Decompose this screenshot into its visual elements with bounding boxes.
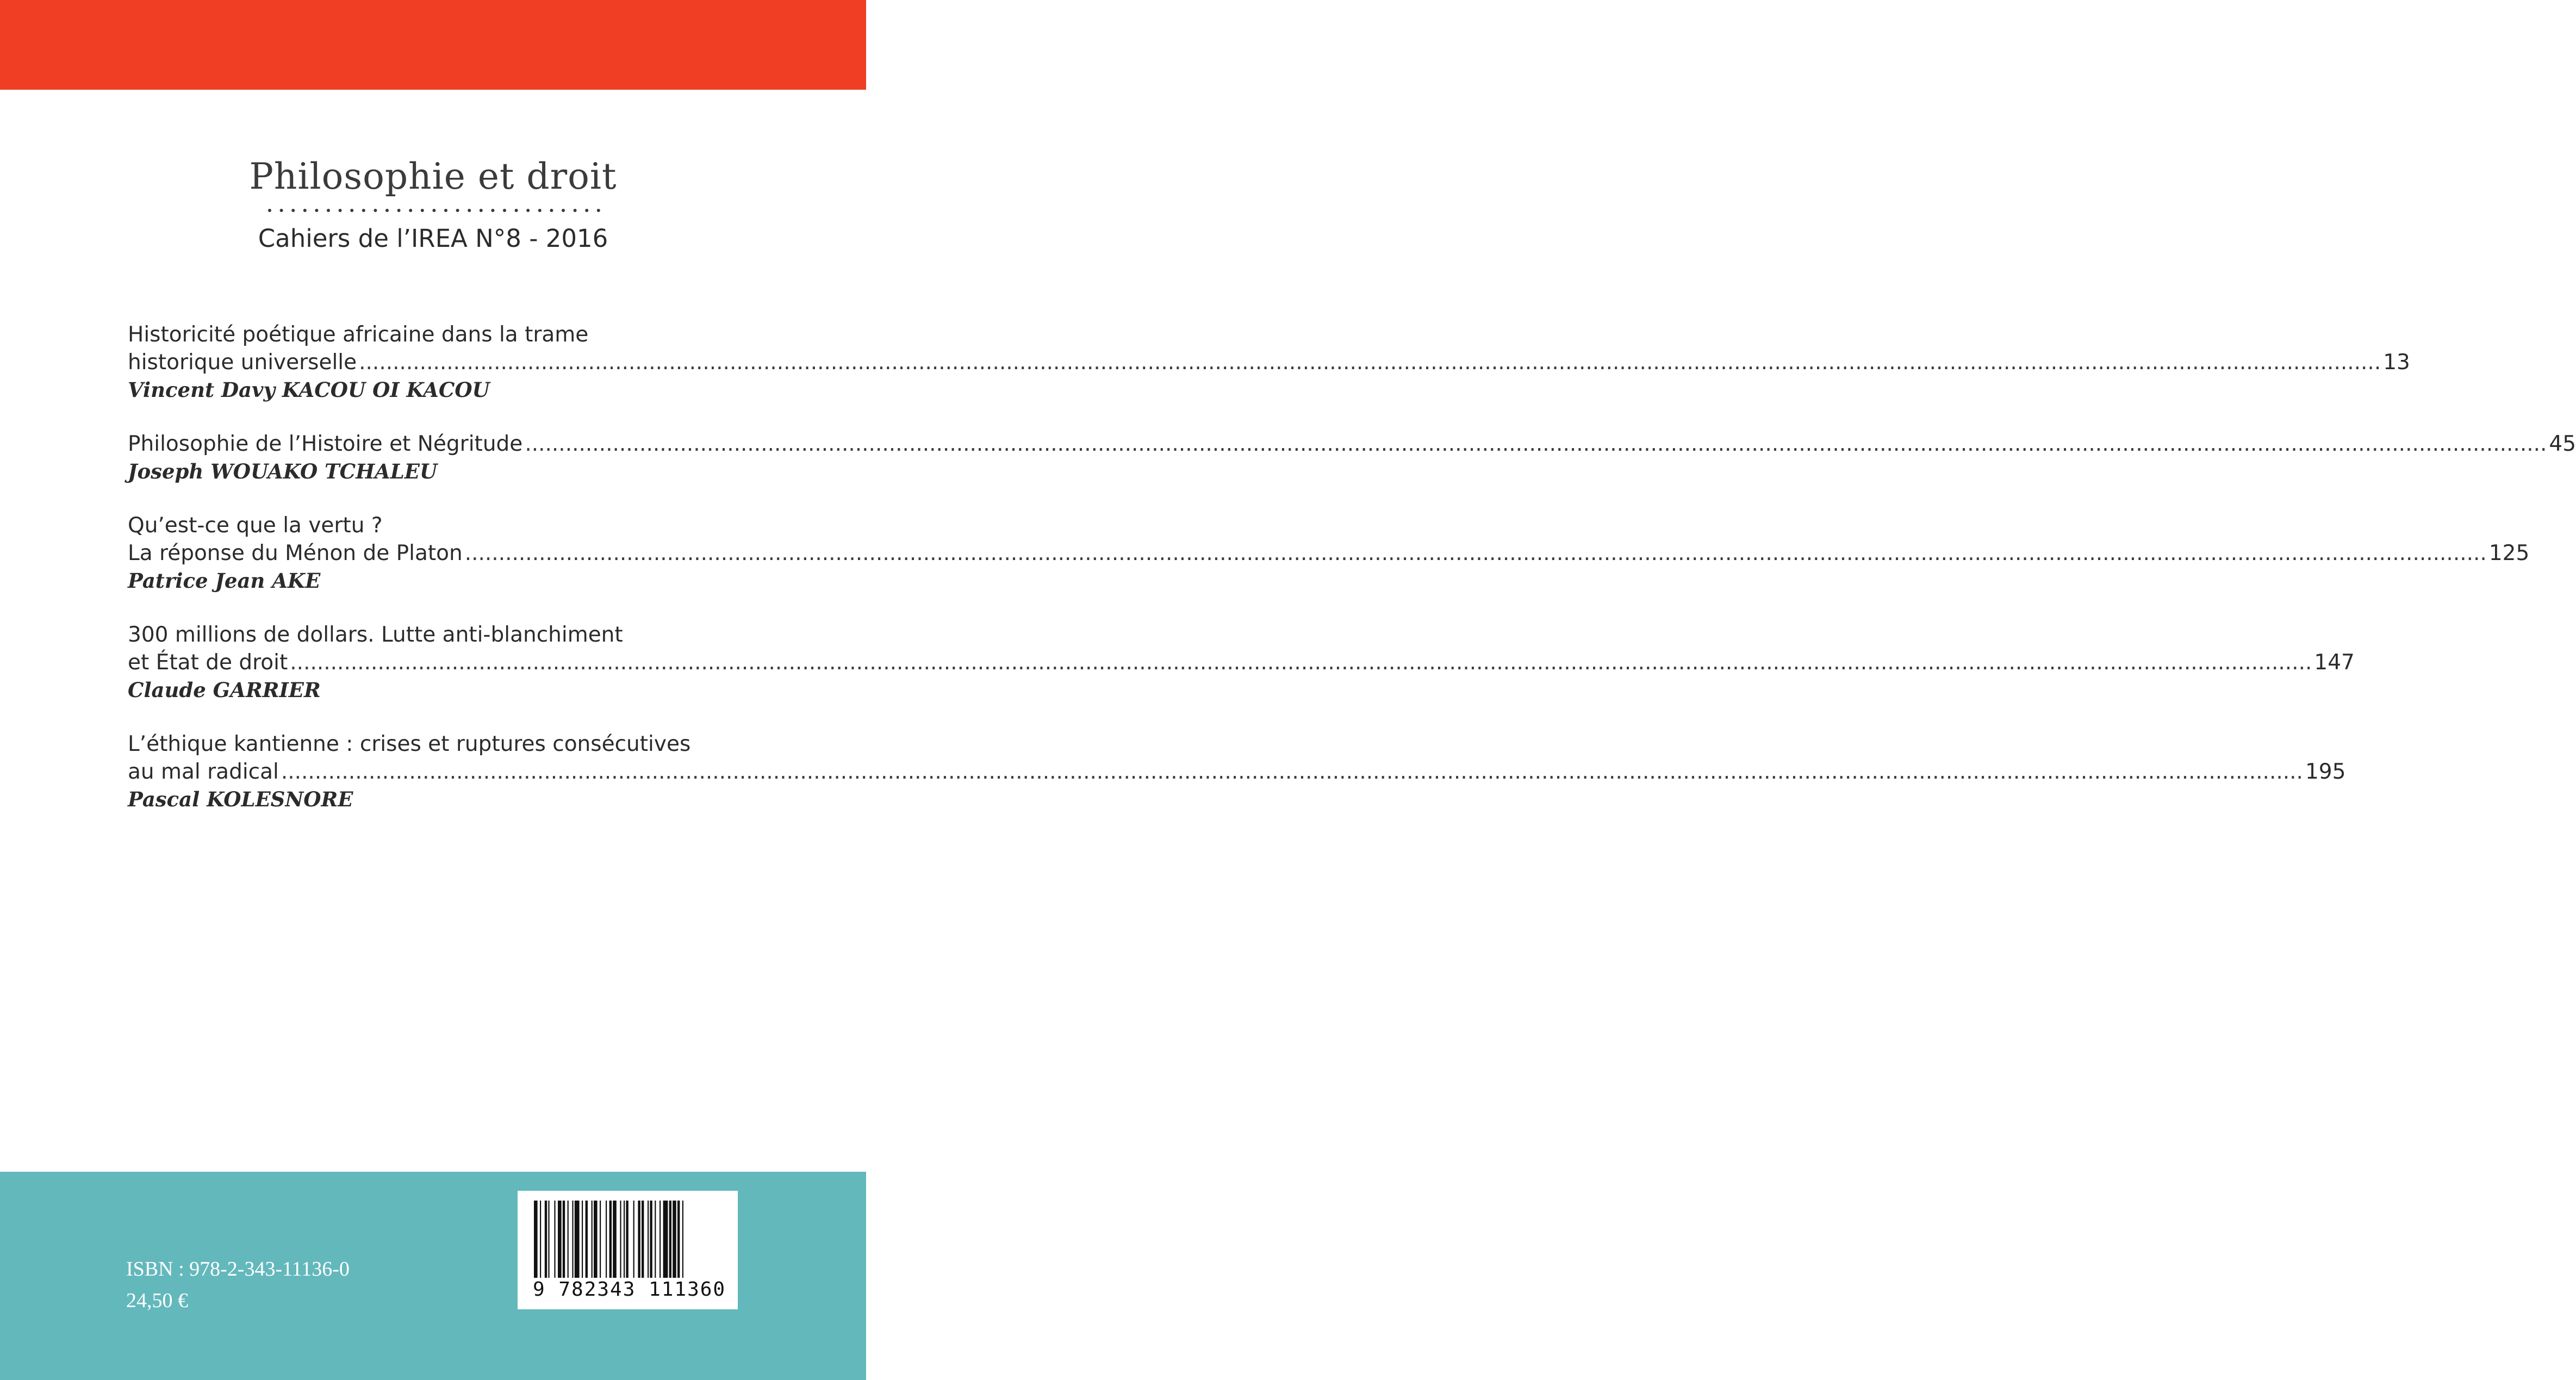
toc-entry: [128, 730, 2346, 813]
toc-entry: [128, 512, 2530, 595]
page-number: 125: [2488, 541, 2530, 565]
dot-leader: ............................................................................................................................................................................................................................................................................................................: [290, 650, 2312, 675]
toc-entry: [128, 321, 2410, 404]
top-color-band: [0, 0, 866, 90]
page-number: 195: [2305, 760, 2346, 784]
header: [0, 152, 866, 257]
barcode: [518, 1191, 738, 1309]
entry-title-line: 300 millions de dollars. Lutte anti-blanchiment: [128, 623, 623, 647]
entry-author: Claude GARRIER: [128, 678, 321, 702]
entry-title-text: La réponse du Ménon de Platon: [128, 541, 463, 565]
entry-title-line: L’éthique kantienne : crises et ruptures consécutives: [128, 732, 691, 756]
dotted-divider: [267, 207, 599, 214]
price-text: 24,50 €: [126, 1289, 188, 1312]
dot-leader: ............................................................................................................................................................................................................................................................................................................: [525, 432, 2547, 456]
dot-leader: ............................................................................................................................................................................................................................................................................................................: [281, 760, 2303, 784]
isbn-text: ISBN : 978-2-343-11136-0: [126, 1258, 350, 1280]
dot-leader: ............................................................................................................................................................................................................................................................................................................: [359, 350, 2381, 375]
entry-author: Joseph WOUAKO TCHALEU: [128, 459, 438, 483]
entry-author: Vincent Davy KACOU OI KACOU: [128, 378, 490, 402]
entry-title-last-line: [128, 649, 2355, 676]
toc-entry: [128, 430, 2576, 486]
issue-subtitle: Cahiers de l’IREA N°8 - 2016: [258, 224, 608, 253]
toc-entry: [128, 621, 2355, 704]
table-of-contents: [128, 321, 2576, 840]
page-number: 45: [2549, 432, 2576, 456]
entry-title-line: Qu’est-ce que la vertu ?: [128, 513, 383, 538]
entry-title-last-line: [128, 539, 2530, 567]
entry-title-text: au mal radical: [128, 760, 279, 784]
dot-leader: ............................................................................................................................................................................................................................................................................................................: [464, 541, 2487, 565]
entry-title-last-line: [128, 430, 2576, 458]
entry-title-line: Historicité poétique africaine dans la trame: [128, 322, 589, 347]
series-title: Philosophie et droit: [249, 156, 617, 197]
page-number: 13: [2383, 350, 2410, 375]
entry-author: Patrice Jean AKE: [128, 569, 321, 593]
entry-title-text: et État de droit: [128, 650, 288, 675]
entry-title-text: historique universelle: [128, 350, 357, 375]
entry-title-last-line: [128, 349, 2410, 376]
page-number: 147: [2314, 650, 2355, 675]
entry-author: Pascal KOLESNORE: [128, 787, 353, 811]
entry-title-last-line: [128, 758, 2346, 786]
barcode-digits: 9 782343 111360: [533, 1278, 726, 1301]
entry-title-text: Philosophie de l’Histoire et Négritude: [128, 432, 523, 456]
